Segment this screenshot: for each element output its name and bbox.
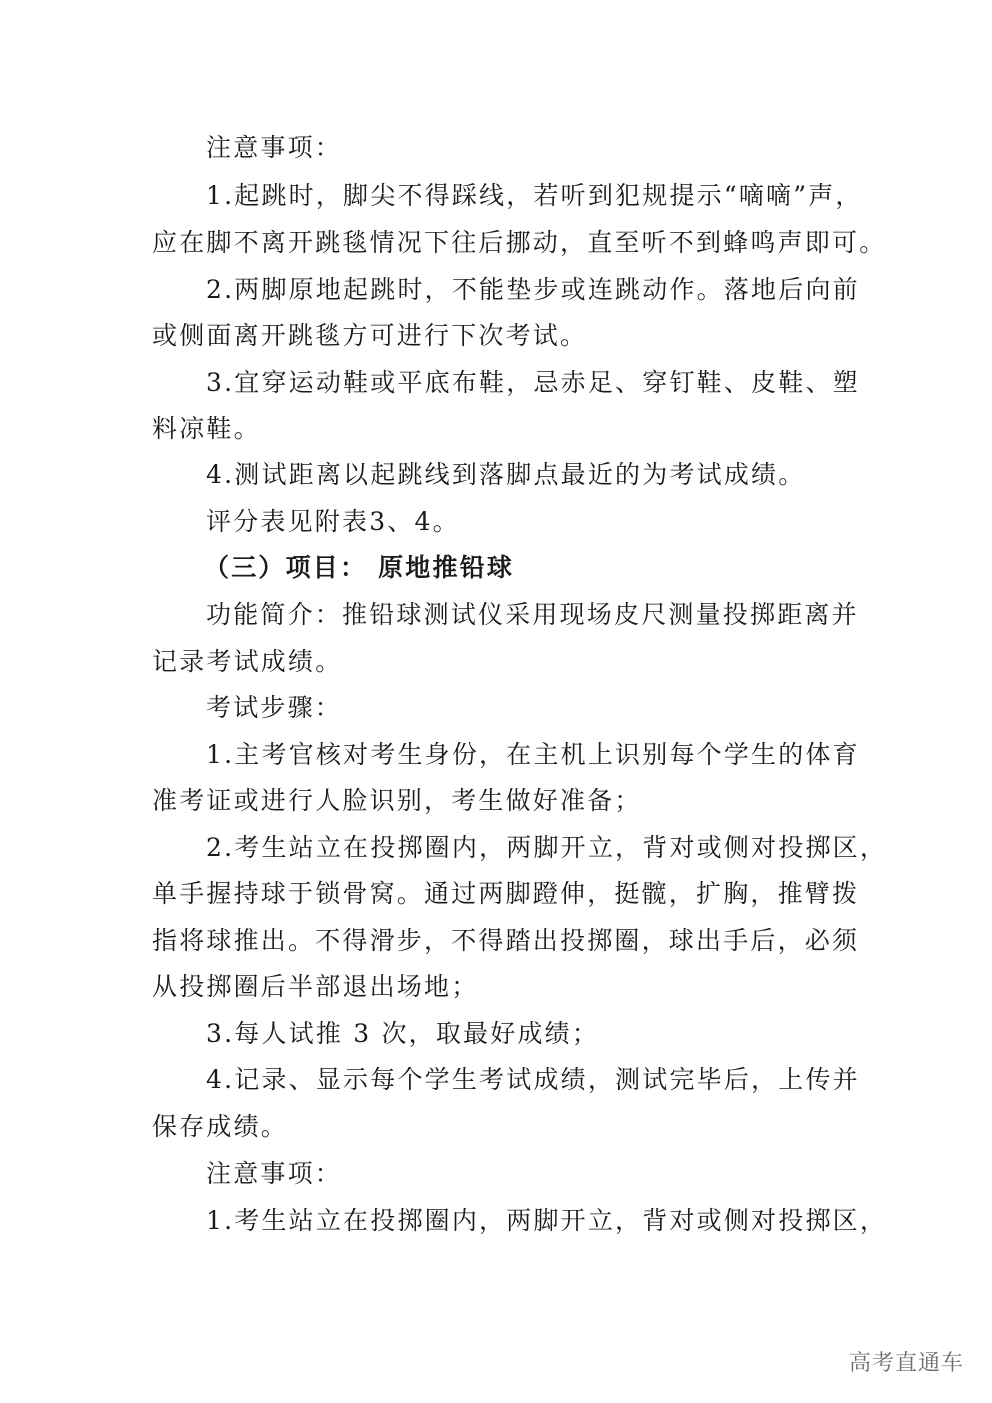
paragraph-line: 料凉鞋。: [152, 414, 261, 443]
paragraph-line: 评分表见附表3、4。: [206, 507, 460, 536]
watermark-text: 高考直通车: [848, 1351, 964, 1376]
notes-heading: 注意事项：: [206, 1159, 343, 1188]
paragraph-line: 3.宜穿运动鞋或平底布鞋，忌赤足、穿钉鞋、皮鞋、塑: [206, 368, 860, 397]
paragraph-line: 应在脚不离开跳毯情况下往后挪动，直至听不到蜂鸣声即可。: [152, 228, 887, 257]
paragraph-line: 4.测试距离以起跳线到落脚点最近的为考试成绩。: [206, 460, 806, 489]
paragraph-line: 1.主考官核对考生身份，在主机上识别每个学生的体育: [206, 740, 860, 769]
paragraph-line: 单手握持球于锁骨窝。通过两脚蹬伸，挺髋，扩胸，推臂拨: [152, 879, 860, 908]
paragraph-line: 3.每人试推 3 次，取最好成绩；: [206, 1019, 600, 1048]
paragraph-line: 记录考试成绩。: [152, 647, 343, 676]
paragraph-line: 或侧面离开跳毯方可进行下次考试。: [152, 321, 588, 350]
paragraph-line: 4.记录、显示每个学生考试成绩，测试完毕后，上传并: [206, 1065, 860, 1094]
paragraph-line: 准考证或进行人脸识别，考生做好准备；: [152, 786, 642, 815]
paragraph-line: 功能简介：推铅球测试仪采用现场皮尺测量投掷距离并: [206, 600, 859, 629]
notes-heading: 注意事项：: [206, 133, 343, 162]
paragraph-line: 2.考生站立在投掷圈内，两脚开立，背对或侧对投掷区，: [206, 833, 888, 862]
steps-heading: 考试步骤：: [206, 693, 343, 722]
section-heading: （三）项目： 原地推铅球: [204, 553, 515, 582]
paragraph-line: 从投掷圈后半部退出场地；: [152, 972, 479, 1001]
paragraph-line: 1.考生站立在投掷圈内，两脚开立，背对或侧对投掷区，: [206, 1206, 888, 1235]
paragraph-line: 保存成绩。: [152, 1112, 289, 1141]
paragraph-line: 1.起跳时，脚尖不得踩线，若听到犯规提示“嘀嘀”声，: [206, 181, 863, 210]
paragraph-line: 指将球推出。不得滑步，不得踏出投掷圈，球出手后，必须: [152, 926, 860, 955]
paragraph-line: 2.两脚原地起跳时，不能垫步或连跳动作。落地后向前: [206, 275, 860, 304]
